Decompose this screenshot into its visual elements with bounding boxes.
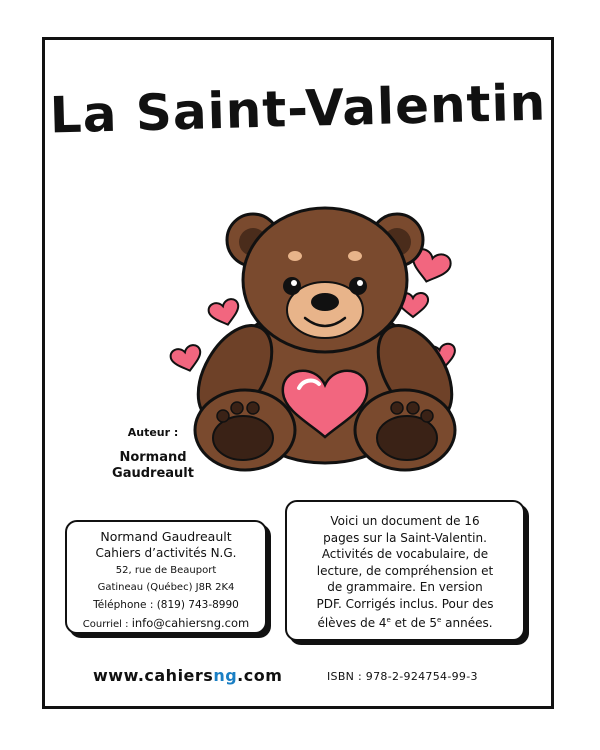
grade-superscript: e xyxy=(386,616,391,624)
grades-text-a: élèves de 4 xyxy=(317,616,387,630)
description-line-grades xyxy=(293,612,517,632)
phone-label: Téléphone : xyxy=(93,599,154,611)
teddy-bear-illustration xyxy=(165,168,485,478)
website-suffix: .com xyxy=(237,666,283,685)
description-line: pages sur la Saint-Valentin. xyxy=(323,530,487,545)
description-line: Voici un document de 16 xyxy=(330,514,480,528)
email-label: Courriel : xyxy=(82,619,129,630)
description-line: lecture, de compréhension et xyxy=(316,563,494,578)
website-link[interactable] xyxy=(93,666,282,685)
description-line: PDF. Corrigés inclus. Pour des xyxy=(316,596,494,611)
page-title: La Saint-Valentin xyxy=(49,73,547,145)
contact-street: 52, rue de Beauport xyxy=(115,565,217,576)
cover-frame xyxy=(42,37,554,709)
contact-company: Cahiers d’activités N.G. xyxy=(95,546,237,560)
author-last-name: Gaudreault xyxy=(112,466,194,481)
contact-phone-line xyxy=(67,596,265,614)
author-name xyxy=(83,450,223,482)
author-first-name: Normand xyxy=(119,450,187,465)
email-link[interactable]: info@cahiersng.com xyxy=(131,616,250,630)
website-prefix: www.cahiers xyxy=(93,666,214,685)
contact-city: Gatineau (Québec) J8R 2K4 xyxy=(97,582,235,593)
description-box xyxy=(285,500,525,641)
description-line: Activités de vocabulaire, de xyxy=(321,547,489,561)
isbn-text: ISBN : 978-2-924754-99-3 xyxy=(327,670,478,683)
phone-number: (819) 743-8990 xyxy=(156,599,239,611)
grade-superscript: e xyxy=(437,616,442,624)
description-line: de grammaire. En version xyxy=(327,580,483,594)
website-highlight: ng xyxy=(213,666,238,685)
contact-email-line xyxy=(67,614,265,634)
contact-name: Normand Gaudreault xyxy=(100,529,232,544)
contact-box xyxy=(65,520,267,634)
grades-text-c: années. xyxy=(441,616,493,630)
author-label: Auteur : xyxy=(127,426,179,439)
grades-text-b: et de 5 xyxy=(390,616,438,630)
